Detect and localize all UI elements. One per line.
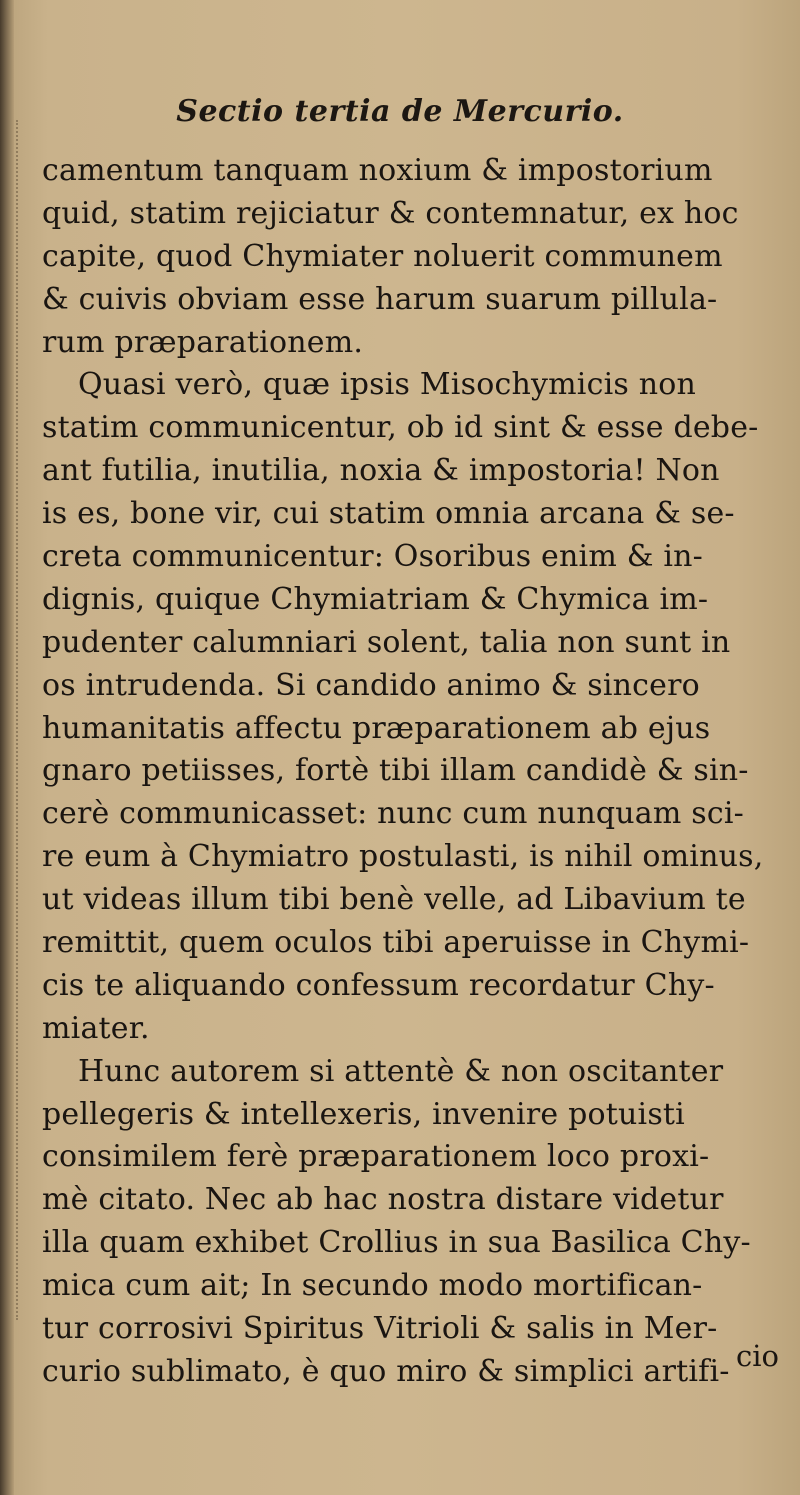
text-line: gnaro petiisses, fortè tibi illam candidè & sin- xyxy=(42,753,749,789)
text-line: illa quam exhibet Crollius in sua Basilica Chy- xyxy=(42,1225,751,1261)
text-line: mè citato. Nec ab hac nostra distare videtur xyxy=(42,1182,724,1218)
text-line: humanitatis affectu præparationem ab ejus xyxy=(42,710,711,746)
text-line: & cuivis obviam esse harum suarum pillula- xyxy=(42,281,718,317)
text-line: statim communicentur, ob id sint & esse debe- xyxy=(42,410,759,446)
gutter-marks xyxy=(16,120,28,1320)
text-line: quid, statim rejiciatur & contemnatur, ex hoc xyxy=(42,195,739,231)
catchword: cio xyxy=(736,1339,779,1373)
text-line: cis te aliquando confessum recordatur Chy- xyxy=(42,967,715,1003)
text-line: re eum à Chymiatro postulasti, is nihil ominus, xyxy=(42,839,764,875)
running-head: Sectio tertia de Mercurio. xyxy=(176,94,624,129)
text-line: tur corrosivi Spiritus Vitrioli & salis in Mer- xyxy=(42,1311,718,1347)
text-line: creta communicentur: Osoribus enim & in- xyxy=(42,539,703,575)
text-line: os intrudenda. Si candido animo & sincero xyxy=(42,667,700,703)
page-edge xyxy=(0,0,14,1495)
text-line: is es, bone vir, cui statim omnia arcana & se- xyxy=(42,496,735,532)
body-text xyxy=(42,150,790,1394)
text-line: consimilem ferè præparationem loco proxi- xyxy=(42,1139,710,1175)
text-line: Hunc autorem si attentè & non oscitanter xyxy=(78,1053,724,1089)
text-line: rum præparationem. xyxy=(42,324,364,360)
text-line: curio sublimato, è quo miro & simplici artifi- xyxy=(42,1353,730,1389)
text-line: pellegeris & intellexeris, invenire potuisti xyxy=(42,1096,685,1132)
text-line: Quasi verò, quæ ipsis Misochymicis non xyxy=(78,367,697,403)
text-line: capite, quod Chymiater noluerit communem xyxy=(42,238,723,274)
text-line: pudenter calumniari solent, talia non sunt in xyxy=(42,624,731,660)
text-line: miater. xyxy=(42,1010,150,1046)
text-line: mica cum ait; In secundo modo mortifican- xyxy=(42,1268,703,1304)
text-line: ant futilia, inutilia, noxia & impostoria! Non xyxy=(42,453,720,489)
text-line: ut videas illum tibi benè velle, ad Libavium te xyxy=(42,882,746,918)
text-line: dignis, quique Chymiatriam & Chymica im- xyxy=(42,581,709,617)
text-line: remittit, quem oculos tibi aperuisse in Chymi- xyxy=(42,925,750,961)
text-line: cerè communicasset: nunc cum nunquam sci- xyxy=(42,796,745,832)
text-line: camentum tanquam noxium & impostorium xyxy=(42,153,713,188)
